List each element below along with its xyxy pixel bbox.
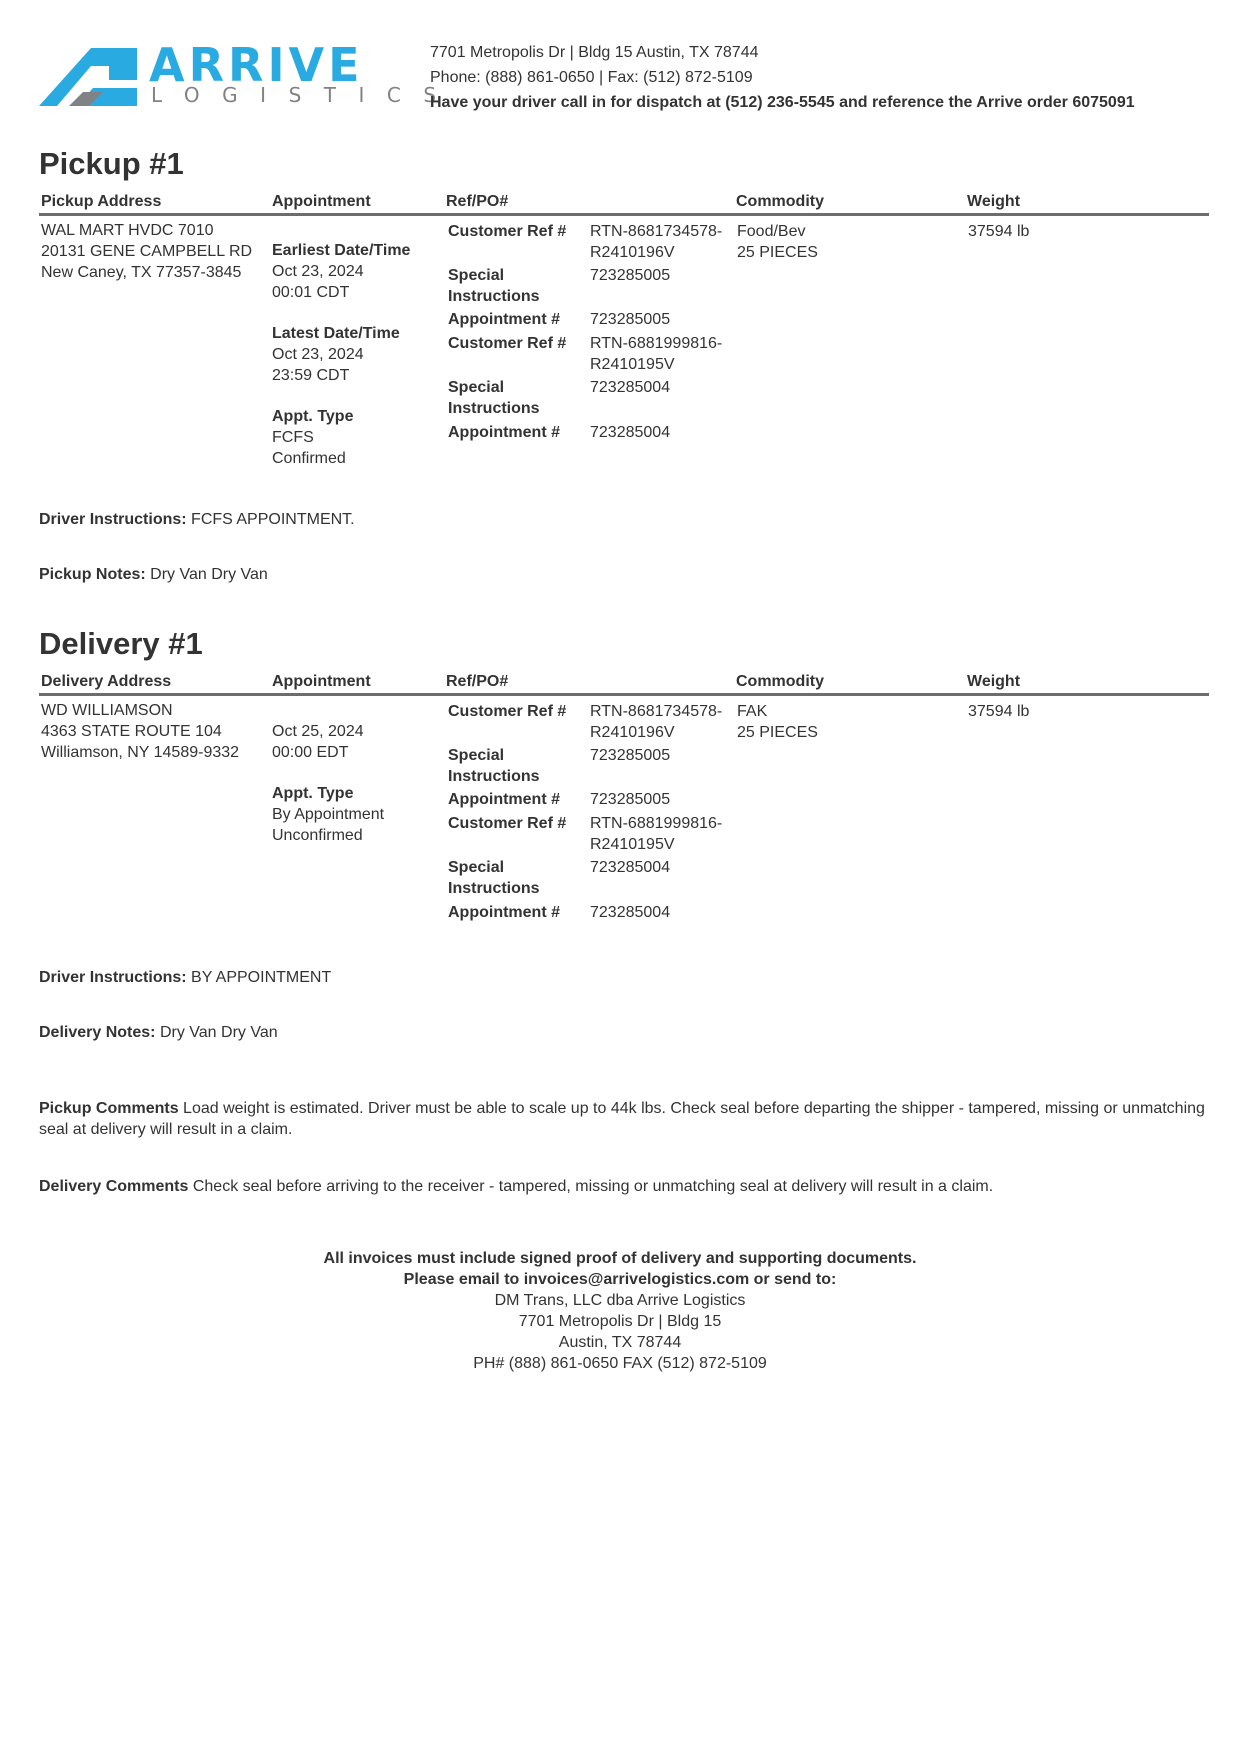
- earliest-label: Earliest Date/Time: [272, 242, 411, 259]
- ref-value: 723285005: [590, 311, 671, 328]
- delivery-notes-text: Dry Van Dry Van: [159, 1024, 278, 1041]
- driver-instructions-text: FCFS APPOINTMENT.: [191, 511, 355, 528]
- delivery-date: Oct 25, 2024: [272, 723, 364, 740]
- delivery-driver-instructions: [39, 967, 331, 988]
- appt-type: FCFS: [272, 429, 314, 446]
- col-delivery-address: Delivery Address: [41, 673, 172, 690]
- appt-type-label: Appt. Type: [272, 408, 354, 425]
- company-address: 7701 Metropolis Dr | Bldg 15 Austin, TX 78744: [430, 44, 759, 61]
- delivery-comments-text: Check seal before arriving to the receiver - tampered, missing or unmatching seal at delivery will result in a claim.: [192, 1178, 994, 1195]
- logo-subtitle: LOGISTICS: [151, 83, 459, 107]
- footer-line-email: Please email to invoices@arrivelogistics.com or send to:: [403, 1271, 837, 1288]
- delivery-notes-label: Delivery Notes:: [39, 1024, 156, 1041]
- footer-line-street: 7701 Metropolis Dr | Bldg 15: [518, 1313, 722, 1330]
- delivery-comments-label: Delivery Comments: [39, 1178, 189, 1195]
- pickup-header-rule: [39, 213, 1209, 216]
- ref-value: 723285005: [590, 747, 671, 764]
- footer-line-phone: PH# (888) 861-0650 FAX (512) 872-5109: [473, 1355, 767, 1372]
- ref-label: Appointment #: [448, 424, 560, 441]
- delivery-commodity: [737, 701, 818, 743]
- col-appointment: Appointment: [272, 673, 371, 690]
- driver-instructions-label: Driver Instructions:: [39, 969, 187, 986]
- appt-status: Confirmed: [272, 450, 346, 467]
- delivery-comments: [39, 1176, 1209, 1197]
- latest-label: Latest Date/Time: [272, 325, 400, 342]
- pickup-address-name: WAL MART HVDC 7010: [41, 222, 214, 239]
- delivery-notes: [39, 1022, 278, 1043]
- delivery-address-city: Williamson, NY 14589-9332: [41, 744, 240, 761]
- col-ref-po: Ref/PO#: [446, 673, 509, 690]
- invoice-footer: [0, 1248, 1240, 1374]
- arrive-logistics-logo: [39, 38, 459, 110]
- ref-label: Special Instructions: [448, 267, 540, 305]
- footer-line-city: Austin, TX 78744: [558, 1334, 682, 1351]
- col-commodity: Commodity: [736, 193, 824, 210]
- ref-value: 723285005: [590, 791, 671, 808]
- ref-value: 723285005: [590, 267, 671, 284]
- appt-type-label: Appt. Type: [272, 785, 354, 802]
- ref-label: Appointment #: [448, 311, 560, 328]
- ref-value: RTN-8681734578-R2410196V: [590, 703, 723, 741]
- logo-wordmark: ARRIVE: [149, 38, 364, 92]
- commodity-pieces: 25 PIECES: [737, 724, 818, 741]
- col-weight: Weight: [967, 193, 1021, 210]
- dispatch-instructions: Have your driver call in for dispatch at (512) 236-5545 and reference the Arrive order 6075091: [430, 94, 1135, 111]
- ref-label: Special Instructions: [448, 379, 540, 417]
- pickup-commodity: [737, 221, 818, 263]
- earliest-time: 00:01 CDT: [272, 284, 350, 301]
- ref-value: 723285004: [590, 904, 671, 921]
- ref-value: 723285004: [590, 424, 671, 441]
- ref-label: Special Instructions: [448, 747, 540, 785]
- commodity-name: FAK: [737, 703, 768, 720]
- pickup-driver-instructions: [39, 509, 355, 530]
- ref-value: 723285004: [590, 379, 671, 396]
- company-phone: Phone: (888) 861-0650 | Fax: (512) 872-5109: [430, 69, 753, 86]
- pickup-title: Pickup #1: [39, 146, 184, 181]
- delivery-weight: 37594 lb: [968, 703, 1030, 720]
- delivery-appointment: [272, 721, 384, 846]
- footer-line-invoices: All invoices must include signed proof of delivery and supporting documents.: [323, 1250, 917, 1267]
- ref-label: Customer Ref #: [448, 815, 567, 832]
- col-appointment: Appointment: [272, 193, 371, 210]
- delivery-address-name: WD WILLIAMSON: [41, 702, 173, 719]
- pickup-address: [41, 220, 252, 283]
- earliest-date: Oct 23, 2024: [272, 263, 364, 280]
- delivery-address: [41, 700, 239, 763]
- pickup-notes-label: Pickup Notes:: [39, 566, 146, 583]
- delivery-time: 00:00 EDT: [272, 744, 349, 761]
- pickup-comments-label: Pickup Comments: [39, 1100, 179, 1117]
- latest-date: Oct 23, 2024: [272, 346, 364, 363]
- ref-label: Special Instructions: [448, 859, 540, 897]
- pickup-comments: [39, 1098, 1209, 1140]
- ref-label: Appointment #: [448, 791, 560, 808]
- appt-type: By Appointment: [272, 806, 385, 823]
- pickup-address-city: New Caney, TX 77357-3845: [41, 264, 242, 281]
- col-pickup-address: Pickup Address: [41, 193, 162, 210]
- ref-value: 723285004: [590, 859, 671, 876]
- pickup-notes: [39, 564, 268, 585]
- logo-mark-icon: [39, 44, 149, 110]
- pickup-appointment: [272, 240, 410, 469]
- commodity-pieces: 25 PIECES: [737, 244, 818, 261]
- ref-value: RTN-6881999816-R2410195V: [590, 335, 723, 373]
- pickup-notes-text: Dry Van Dry Van: [150, 566, 268, 583]
- driver-instructions-label: Driver Instructions:: [39, 511, 187, 528]
- col-ref-po: Ref/PO#: [446, 193, 509, 210]
- ref-label: Customer Ref #: [448, 335, 567, 352]
- pickup-address-street: 20131 GENE CAMPBELL RD: [41, 243, 253, 260]
- driver-instructions-text: BY APPOINTMENT: [191, 969, 332, 986]
- ref-label: Appointment #: [448, 904, 560, 921]
- ref-label: Customer Ref #: [448, 703, 567, 720]
- commodity-name: Food/Bev: [737, 223, 806, 240]
- ref-label: Customer Ref #: [448, 223, 567, 240]
- ref-value: RTN-8681734578-R2410196V: [590, 223, 723, 261]
- delivery-title: Delivery #1: [39, 626, 203, 661]
- delivery-address-street: 4363 STATE ROUTE 104: [41, 723, 222, 740]
- pickup-comments-text: Load weight is estimated. Driver must be able to scale up to 44k lbs. Check seal before departing the shipper - tampered, missing or unmatching seal at delivery will result in a claim.: [39, 1100, 1205, 1138]
- delivery-header-rule: [39, 693, 1209, 696]
- latest-time: 23:59 CDT: [272, 367, 350, 384]
- pickup-weight: 37594 lb: [968, 223, 1030, 240]
- company-header-info: [430, 40, 1135, 115]
- appt-status: Unconfirmed: [272, 827, 363, 844]
- col-commodity: Commodity: [736, 673, 824, 690]
- col-weight: Weight: [967, 673, 1021, 690]
- footer-line-company: DM Trans, LLC dba Arrive Logistics: [494, 1292, 746, 1309]
- ref-value: RTN-6881999816-R2410195V: [590, 815, 723, 853]
